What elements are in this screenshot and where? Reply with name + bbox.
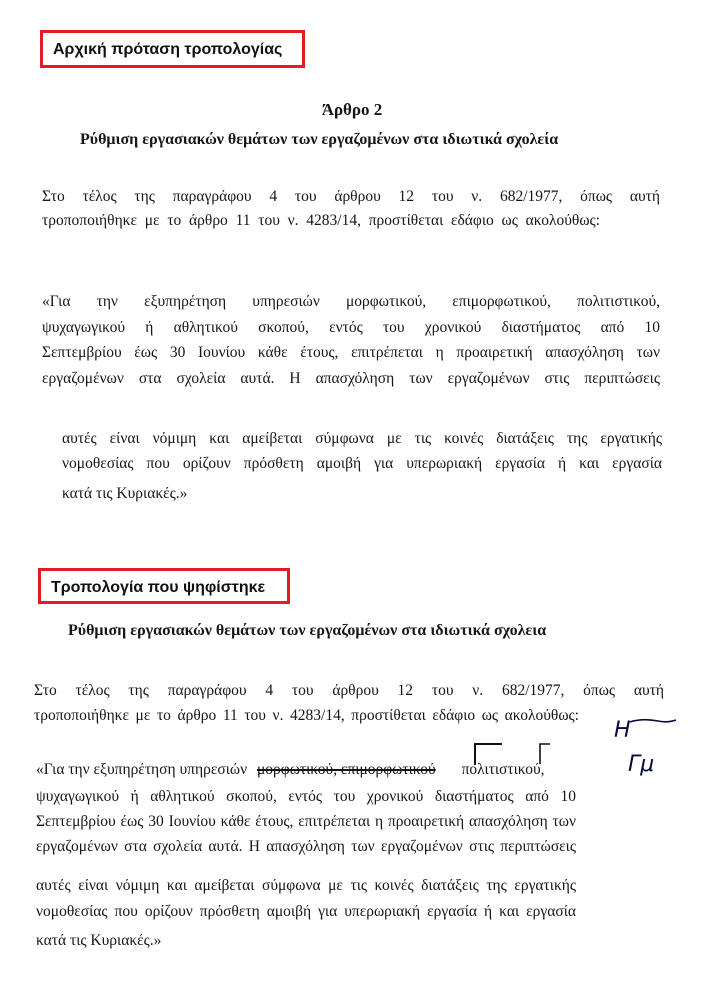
original-quote-line: νομοθεσίας που ορίζουν πρόσθετη αμοιβή για υπερωριακή εργασία ή και εργασία — [62, 455, 662, 472]
original-quote-line: «Για την εξυπηρέτηση υπηρεσιών μορφωτικού, επιμορφωτικού, πολιτιστικού, — [42, 293, 660, 310]
original-quote-line: αυτές είναι νόμιμη και αμείβεται σύμφωνα με τις κοινές διατάξεις της εργατικής — [62, 430, 662, 447]
struck-text: μορφωτικού, επιμορφωτικού — [256, 761, 436, 778]
original-quote-line: εργαζομένων στα σχολεία αυτά. Η απασχόληση των εργαζομένων στις περιπτώσεις — [42, 370, 660, 387]
voted-quote-line: ψυχαγωγικού ή αθλητικού σκοπού, εντός του χρονικού διαστήματος από 10 — [36, 788, 576, 805]
voted-quote-end: πολιτιστικού, — [461, 761, 545, 778]
voted-intro-line: τροποποιήθηκε με το άρθρο 11 του ν. 4283/14, προστίθεται εδάφιο ως ακολούθως: — [34, 707, 579, 724]
original-quote-line: κατά τις Κυριακές.» — [62, 485, 188, 502]
voted-intro-line: Στο τέλος της παραγράφου 4 του άρθρου 12 του ν. 682/1977, όπως αυτή — [34, 682, 664, 699]
voted-title: Ρύθμιση εργασιακών θεμάτων των εργαζομένων στα ιδιωτικά σχολεια — [68, 622, 547, 639]
voted-quote-line: νομοθεσίας που ορίζουν πρόσθετη αμοιβή για υπερωριακή εργασία ή και εργασία — [36, 903, 576, 920]
original-proposal-label: Αρχική πρόταση τροπολογίας — [40, 30, 305, 68]
original-quote-line: ψυχαγωγικού ή αθλητικού σκοπού, εντός του χρονικού διαστήματος από 10 — [42, 319, 660, 336]
voted-quote-line: κατά τις Κυριακές.» — [36, 932, 162, 949]
voted-quote-line: Σεπτεμβρίου έως 30 Ιουνίου κάθε έτους, επιτρέπεται η προαιρετική απασχόληση των — [36, 813, 576, 830]
voted-amendment-label: Τροπολογία που ψηφίστηκε — [38, 568, 290, 604]
original-intro-line: τροποποιήθηκε με το άρθρο 11 του ν. 4283/14, προστίθεται εδάφιο ως ακολούθως: — [42, 212, 600, 229]
original-intro-line: Στο τέλος της παραγράφου 4 του άρθρου 12 του ν. 682/1977, όπως αυτή — [42, 188, 660, 205]
handwritten-overline — [628, 716, 678, 726]
original-quote-line: Σεπτεμβρίου έως 30 Ιουνίου κάθε έτους, επιτρέπεται η προαιρετική απασχόληση των — [42, 344, 660, 361]
voted-quote-line: αυτές είναι νόμιμη και αμείβεται σύμφωνα με τις κοινές διατάξεις της εργατικής — [36, 877, 576, 894]
voted-quote-start: «Για την εξυπηρέτηση υπηρεσιών — [36, 761, 248, 778]
handwritten-note-eta: Η — [614, 718, 631, 743]
handwritten-note-gm: Γμ — [628, 752, 655, 777]
voted-quote-line: εργαζομένων στα σχολεία αυτά. Η απασχόληση των εργαζομένων στις περιπτώσεις — [36, 838, 576, 855]
article-heading: Άρθρο 2 — [321, 100, 383, 119]
handwritten-bracket-mark — [470, 740, 570, 770]
original-title: Ρύθμιση εργασιακών θεμάτων των εργαζομένων στα ιδιωτικά σχολεία — [80, 131, 559, 148]
